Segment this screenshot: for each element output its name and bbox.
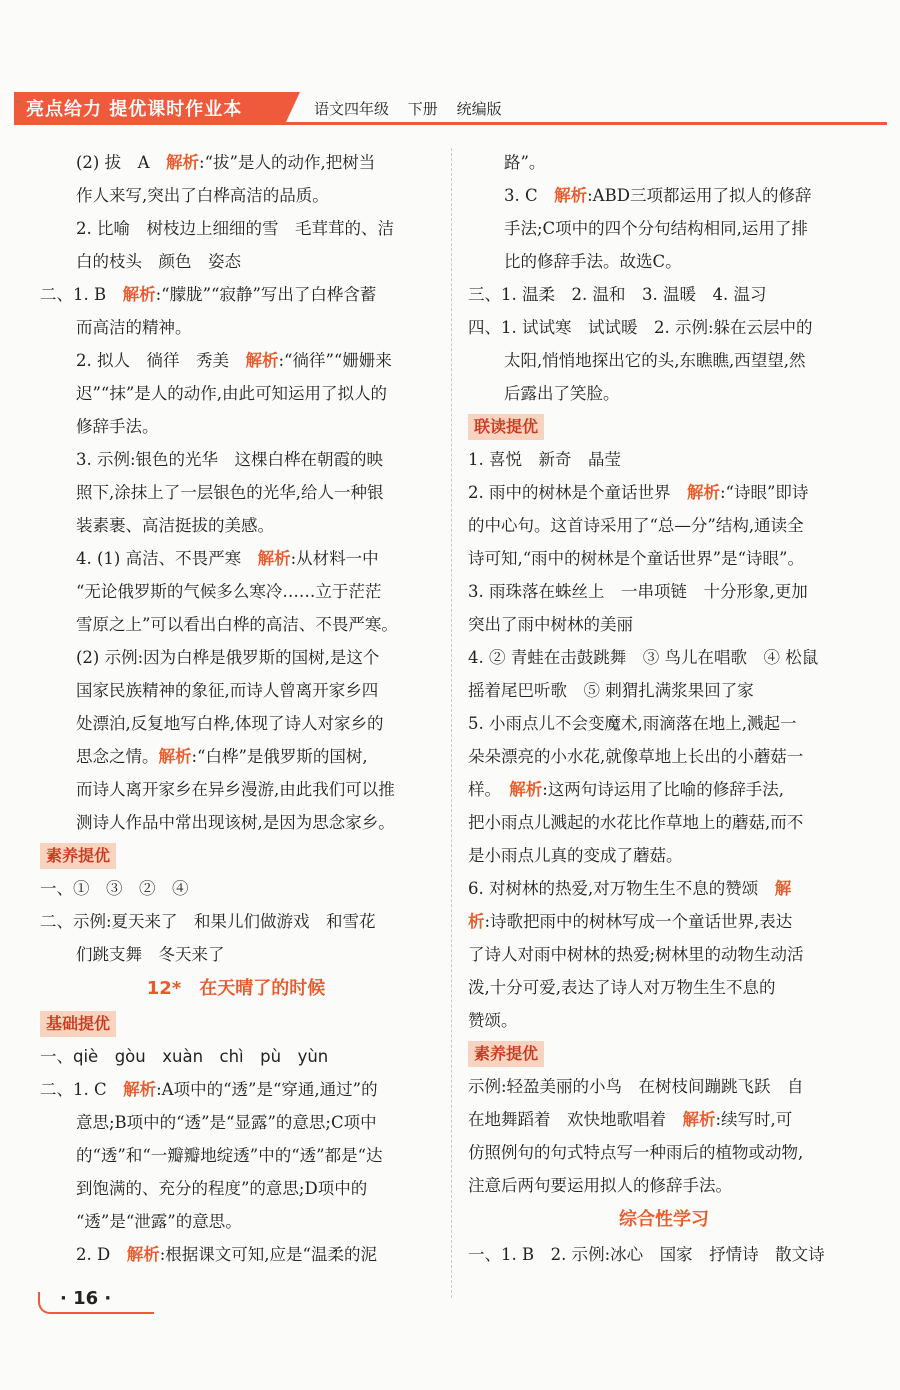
answer-line [468, 311, 860, 344]
answer-text: 二、示例:夏天来了 和果儿们做游戏 和雪花 [40, 912, 376, 931]
answer-line [40, 344, 432, 377]
answer-text: 泼,十分可爱,表达了诗人对万物生生不息的 [468, 978, 776, 997]
answer-text: “无论俄罗斯的气候多么寒冷……立于茫茫 [76, 582, 382, 601]
analysis-text: :“拔”是人的动作,把树当 [199, 153, 376, 172]
answer-line [468, 608, 860, 641]
answer-text: 4. (1) 高洁、不畏严寒 [76, 549, 258, 568]
answer-text: 一、qiè gòu xuàn chì pù yùn [40, 1047, 329, 1066]
answer-line [40, 1205, 432, 1238]
volume-label: 下册 [407, 100, 438, 118]
answer-line [468, 377, 860, 410]
answer-line [468, 641, 860, 674]
answer-text: 路”。 [504, 153, 546, 172]
analysis-label: 解析 [687, 483, 720, 502]
answer-text: 的中心句。这首诗采用了“总—分”结构,通读全 [468, 516, 804, 535]
answer-text: 二、1. C [40, 1080, 124, 1099]
answer-line [468, 179, 860, 212]
answer-text: 处漂泊,反复地写白桦,体现了诗人对家乡的 [76, 714, 384, 733]
analysis-text: :“朦胧”“寂静”写出了白桦含蓄 [155, 285, 377, 304]
answer-text: 2. 拟人 徜徉 秀美 [76, 351, 246, 370]
footer-rule [54, 1312, 154, 1314]
answer-line [468, 575, 860, 608]
pinyin-answer-line [40, 1040, 432, 1073]
answer-text: 迟”“抹”是人的动作,由此可知运用了拟人的 [76, 384, 388, 403]
answer-line [468, 839, 860, 872]
answer-line [468, 212, 860, 245]
answer-text: 摇着尾巴听歌 ⑤ 刺猬扎满浆果回了家 [468, 681, 754, 700]
answer-line [40, 938, 432, 971]
answer-line [40, 476, 432, 509]
brand-title: 亮点给力 提优课时作业本 [26, 99, 243, 120]
answer-text: 突出了雨中树林的美丽 [468, 615, 633, 634]
answer-text: 2. 雨中的树林是个童话世界 [468, 483, 687, 502]
analysis-text: :续写时,可 [715, 1110, 793, 1129]
analysis-text: :根据课文可知,应是“温柔的泥 [159, 1245, 377, 1264]
analysis-text: :“白桦”是俄罗斯的国树, [191, 747, 368, 766]
answer-text: 注意后两句要运用拟人的修辞手法。 [468, 1176, 732, 1195]
answer-line [40, 1073, 432, 1106]
section-heading-row [468, 1037, 860, 1070]
answer-text: 2. 比喻 树枝边上细细的雪 毛茸茸的、洁 [76, 219, 394, 238]
analysis-label: 解析 [123, 1080, 157, 1099]
answer-line [40, 806, 432, 839]
answer-line [40, 179, 432, 212]
answer-line [40, 542, 432, 575]
answer-line [40, 245, 432, 278]
answer-text: 的“透”和“一瓣瓣地绽透”中的“透”都是“达 [76, 1146, 383, 1165]
answer-line [40, 707, 432, 740]
answer-text: 4. ② 青蛙在击鼓跳舞 ③ 鸟儿在唱歌 ④ 松鼠 [468, 648, 819, 667]
answer-line [40, 773, 432, 806]
answer-line [40, 146, 432, 179]
analysis-text: :“徜徉”“姗姗来 [278, 351, 392, 370]
answer-line [40, 1172, 432, 1205]
answer-line [468, 806, 860, 839]
subject-label: 语文四年级 [314, 100, 390, 118]
answer-line [468, 1103, 860, 1136]
answer-line [468, 1004, 860, 1037]
footer-ornament [38, 1292, 56, 1314]
answer-text: 而诗人离开家乡在异乡漫游,由此我们可以推 [76, 780, 395, 799]
section-heading: 联读提优 [468, 414, 544, 440]
section-heading: 基础提优 [40, 1011, 116, 1037]
section-heading: 素养提优 [468, 1041, 544, 1067]
answer-line [468, 245, 860, 278]
answer-text: 照下,涂抹上了一层银色的光华,给人一种银 [76, 483, 384, 502]
section-heading-row [40, 1007, 432, 1040]
analysis-label: 解析 [682, 1110, 716, 1129]
answer-text: (2) 示例:因为白桦是俄罗斯的国树,是这个 [76, 648, 380, 667]
brand-banner [14, 92, 286, 122]
answer-line [468, 476, 860, 509]
answer-text: 雪原之上”可以看出白桦的高洁、不畏严寒。 [76, 615, 398, 634]
answer-line [40, 740, 432, 773]
right-column [468, 146, 860, 1271]
answer-text: 是小雨点儿真的变成了蘑菇。 [468, 846, 683, 865]
answer-text: 1. 喜悦 新奇 晶莹 [468, 450, 621, 469]
answer-text: 一、1. B 2. 示例:冰心 国家 抒情诗 散文诗 [468, 1245, 825, 1264]
answer-text: 国家民族精神的象征,而诗人曾离开家乡四 [76, 681, 379, 700]
analysis-text: :诗歌把雨中的树林写成一个童话世界,表达 [484, 912, 793, 931]
answer-line [468, 509, 860, 542]
analysis-label: 解析 [166, 153, 200, 172]
lesson-title: 综合性学习 [619, 1209, 709, 1230]
answer-line [468, 740, 860, 773]
analysis-label: 解析 [158, 747, 192, 766]
answer-line [40, 905, 432, 938]
analysis-label: 解析 [126, 1245, 160, 1264]
answer-text: 3. C [504, 186, 555, 205]
section-heading-row [468, 410, 860, 443]
analysis-label: 解析 [509, 780, 543, 799]
answer-line [468, 773, 860, 806]
page-number: · 16 · [60, 1288, 112, 1309]
answer-text: 在地舞蹈着 欢快地歌唱着 [468, 1110, 683, 1129]
answer-text: 装素裹、高洁挺拔的美感。 [76, 516, 274, 535]
answer-text: “透”是“泄露”的意思。 [76, 1212, 242, 1231]
answer-text: 示例:轻盈美丽的小鸟 在树枝间蹦跳飞跃 自 [468, 1077, 804, 1096]
answer-text: 5. 小雨点儿不会变魔术,雨滴落在地上,溅起一 [468, 714, 797, 733]
answer-text: 3. 示例:银色的光华 这棵白桦在朝霞的映 [76, 450, 384, 469]
analysis-label: 解析 [554, 186, 588, 205]
answer-line [40, 1238, 432, 1271]
answer-line [40, 674, 432, 707]
answer-line [468, 872, 860, 905]
answer-text: 赞颂。 [468, 1011, 518, 1030]
analysis-text: :ABD三项都运用了拟人的修辞 [587, 186, 812, 205]
section-heading-row [40, 839, 432, 872]
answer-line [40, 1106, 432, 1139]
answer-line [468, 1070, 860, 1103]
analysis-label: 析 [468, 912, 485, 931]
answer-line [468, 344, 860, 377]
analysis-label: 解析 [245, 351, 279, 370]
answer-text: (2) 拔 A [76, 153, 167, 172]
answer-text: 了诗人对雨中树林的热爱;树林里的动物生动活 [468, 945, 804, 964]
answer-line [468, 674, 860, 707]
answer-text: 3. 雨珠落在蛛丝上 一串项链 十分形象,更加 [468, 582, 808, 601]
answer-line [468, 146, 860, 179]
answer-line [40, 575, 432, 608]
answer-line [40, 410, 432, 443]
left-column [40, 146, 432, 1271]
page-header [14, 92, 887, 126]
answer-text: 测诗人作品中常出现该树,是因为思念家乡。 [76, 813, 395, 832]
analysis-text: :这两句诗运用了比喻的修辞手法, [542, 780, 785, 799]
answer-text: 朵朵漂亮的小水花,就像草地上长出的小蘑菇一 [468, 747, 804, 766]
book-info [314, 98, 516, 119]
lesson-title: 12* 在天晴了的时候 [146, 978, 326, 999]
page-footer [38, 1288, 138, 1314]
answer-text: 作人来写,突出了白桦高洁的品质。 [76, 186, 329, 205]
answer-text: 仿照例句的句式特点写一种雨后的植物或动物, [468, 1143, 804, 1162]
answer-line [40, 509, 432, 542]
answer-line [40, 641, 432, 674]
answer-line [40, 311, 432, 344]
answer-text: 把小雨点儿溅起的水花比作草地上的蘑菇,而不 [468, 813, 804, 832]
answer-line [40, 278, 432, 311]
answer-line [468, 278, 860, 311]
answer-text: 们跳支舞 冬天来了 [76, 945, 225, 964]
answer-line [468, 707, 860, 740]
answer-line [40, 608, 432, 641]
analysis-text: :“诗眼”即诗 [720, 483, 809, 502]
answer-line [40, 872, 432, 905]
analysis-label: 解 [774, 879, 792, 898]
answer-line [468, 905, 860, 938]
answer-text: 比的修辞手法。故选C。 [504, 252, 682, 271]
answer-line [468, 971, 860, 1004]
section-heading: 素养提优 [40, 843, 116, 869]
answer-text: 四、1. 试试寒 试试暖 2. 示例:躲在云层中的 [468, 318, 813, 337]
answer-line [40, 1139, 432, 1172]
column-divider [451, 148, 452, 1298]
answer-text: 修辞手法。 [76, 417, 159, 436]
answer-text: 而高洁的精神。 [76, 318, 192, 337]
analysis-text: :从材料一中 [290, 549, 379, 568]
answer-text: 后露出了笑脸。 [504, 384, 620, 403]
answer-text: 样。 [468, 780, 510, 799]
answer-line [468, 1238, 860, 1271]
analysis-label: 解析 [257, 549, 291, 568]
answer-line [40, 212, 432, 245]
answer-text: 二、1. B [40, 285, 123, 304]
answer-text: 三、1. 温柔 2. 温和 3. 温暖 4. 温习 [468, 285, 767, 304]
analysis-label: 解析 [122, 285, 156, 304]
answer-line [40, 443, 432, 476]
answer-text: 2. D [76, 1245, 127, 1264]
answer-text: 手法;C项中的四个分句结构相同,运用了排 [504, 219, 808, 238]
analysis-text: :A项中的“透”是“穿通,通过”的 [156, 1080, 378, 1099]
answer-text: 意思;B项中的“透”是“显露”的意思;C项中 [76, 1113, 377, 1132]
answer-line [468, 1136, 860, 1169]
banner-slash [286, 92, 300, 122]
answer-line [468, 443, 860, 476]
edition-label: 统编版 [456, 100, 502, 118]
answer-text: 一、① ③ ② ④ [40, 879, 189, 898]
answer-text: 6. 对树林的热爱,对万物生生不息的赞颂 [468, 879, 775, 898]
header-rule [14, 122, 887, 125]
answer-line [40, 377, 432, 410]
answer-line [468, 1169, 860, 1202]
answer-line [468, 938, 860, 971]
answer-text: 诗可知,“雨中的树林是个童话世界”是“诗眼”。 [468, 549, 804, 568]
answer-text: 思念之情。 [76, 747, 159, 766]
answer-text: 到饱满的、充分的程度”的意思;D项中的 [76, 1179, 368, 1198]
answer-line [468, 542, 860, 575]
answer-text: 太阳,悄悄地探出它的头,东瞧瞧,西望望,然 [504, 351, 806, 370]
answer-text: 白的枝头 颜色 姿态 [76, 252, 241, 271]
